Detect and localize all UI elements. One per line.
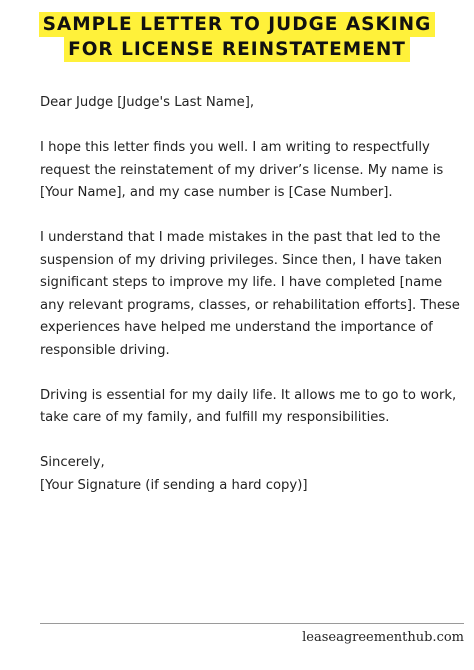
closing: Sincerely, — [40, 455, 105, 470]
footer-divider — [40, 623, 464, 624]
letter-body — [40, 92, 460, 497]
salutation: Dear Judge [Judge's Last Name], — [40, 95, 255, 110]
title-line-2: FOR LICENSE REINSTATEMENT — [64, 37, 410, 62]
paragraph-steps: I understand that I made mistakes in the past that led to the suspension of my driving privileges. Since then, I have taken significant steps to improve my life. I have completed [name any relevant programs, classes, or rehabilitation efforts]. These experiences have helped me understand the importance of responsible driving. — [40, 230, 460, 358]
paragraph-intro: I hope this letter finds you well. I am writing to respectfully request the reinstatement of my driver’s license. My name is [Your Name], and my case number is [Case Number]. — [40, 140, 444, 200]
footer-site: leaseagreementhub.com — [302, 630, 464, 645]
document-title — [0, 12, 474, 62]
title-line-1: SAMPLE LETTER TO JUDGE ASKING — [39, 12, 436, 37]
paragraph-need: Driving is essential for my daily life. It allows me to go to work, take care of my family, and fulfill my responsibilities. — [40, 387, 457, 425]
signature-line: [Your Signature (if sending a hard copy)] — [40, 477, 308, 493]
